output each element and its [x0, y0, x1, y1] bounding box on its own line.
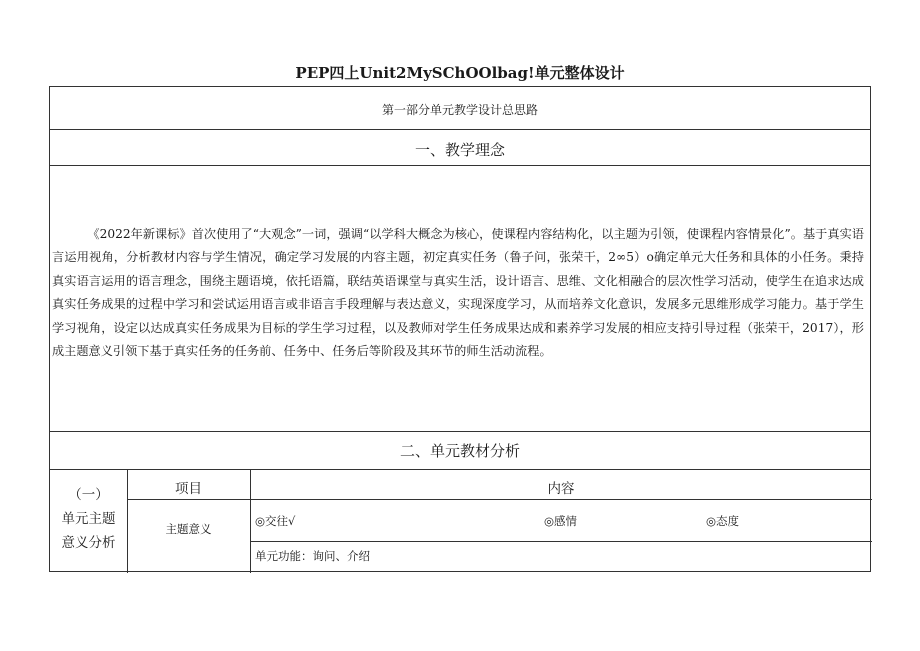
option-emotion: ◎感情 [544, 514, 578, 528]
document-title: PEP四上Unit2MySChOOlbag!单元整体设计 [295, 64, 625, 82]
part-heading: 第一部分单元教学设计总思路 [381, 103, 538, 117]
option-communication: ◎交往√ [255, 514, 296, 528]
section1-paragraph-block [50, 223, 870, 363]
divider [50, 431, 870, 432]
option-attitude: ◎态度 [706, 514, 740, 528]
theme-meaning-label: 主题意义 [165, 522, 212, 536]
unit-function: 单元功能：询问、介绍 [255, 549, 370, 563]
unit-theme-label-line2: 单元主题 [61, 511, 116, 527]
section2-heading: 二、单元教材分析 [399, 442, 520, 460]
section1-heading: 一、教学理念 [414, 141, 505, 159]
unit-theme-label-line3: 意义分析 [61, 535, 116, 551]
unit-theme-label [50, 483, 127, 555]
section1-paragraph: 《2022年新课标》首次使用了“大观念”一词，强调“以学科大概念为核心，使课程内容结构化，以主题为引领，使课程内容情景化”。基于真实语言运用视角，分析教材内容与学生情况，确定学习发展的内容主题，初定真实任务（鲁子问，张荣干，2∞5）o确定单元大任务和具体的小任务。秉持真实语言运用的语言理念，围绕主题语境，依托语篇，联结英语课堂与真实生活，设计语言、思维、文化相融合的层次性学习活动，使学生在追求达成真实任务成果的过程中学习和尝试运用语言或非语言手段理解与表达意义，实现深度学习，从而培养文化意识，发展多元思维形成学习能力。基于学生学习视角，设定以达成真实任务成果为目标的学生学习过程，以及教师对学生任务成果达成和素养学习发展的相应支持引导过程（张荣干，2017），形成主题意义引领下基于真实任务的任务前、任务中、任务后等阶段及其环节的师生活动流程。 [52, 227, 864, 359]
item-header: 项目 [175, 481, 202, 497]
divider [50, 165, 870, 166]
divider [50, 469, 870, 470]
unit-theme-label-line1: （一） [68, 487, 109, 503]
divider [127, 499, 872, 500]
divider [250, 541, 872, 542]
content-header: 内容 [547, 481, 575, 497]
design-table [49, 86, 871, 572]
divider [50, 129, 870, 130]
